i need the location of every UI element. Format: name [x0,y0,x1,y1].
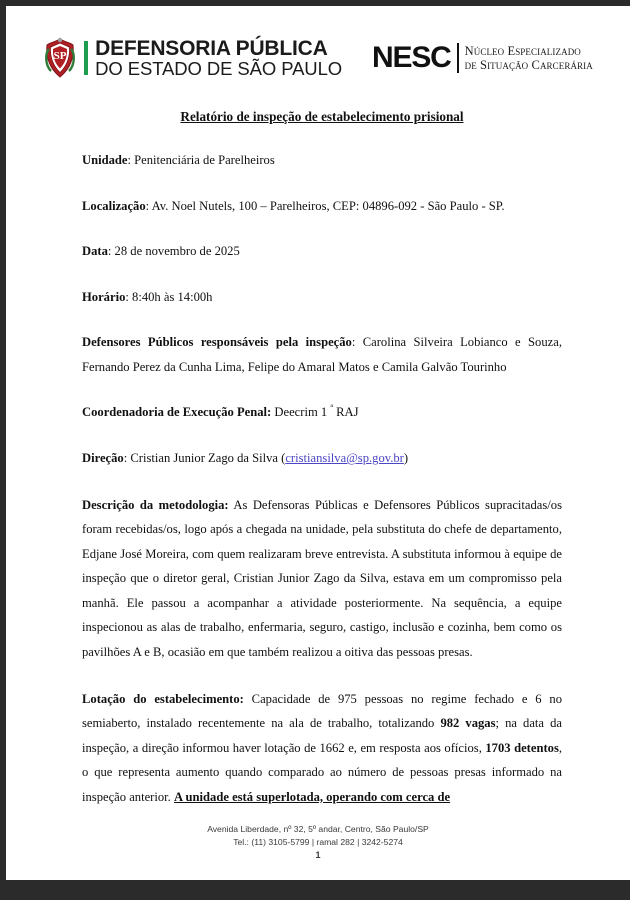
paragraph-lotacao [82,665,562,810]
field-data-value: 28 de novembro de 2025 [111,244,240,259]
lotacao-vagas-highlight: 982 vagas [440,716,496,731]
defensoria-line-2: DO ESTADO DE SÃO PAULO [95,57,343,79]
field-unidade-label: Unidade [82,153,128,168]
nesc-tagline [465,44,593,72]
sao-paulo-coat-of-arms-icon [43,37,77,79]
logo-divider-bar [84,41,88,75]
document-header [6,6,630,79]
field-defensores-separator: : [351,335,356,350]
field-localizacao [82,173,562,219]
footer-page-number: 1 [315,849,321,860]
metodologia-label: Descrição da metodologia: [82,497,229,512]
document-title: Relatório de inspeção de estabelecimento prisional [180,109,464,124]
defensoria-line-1: DEFENSORIA PÚBLICA [95,36,328,60]
lotacao-detentos-highlight: 1703 detentos [485,740,559,755]
nesc-wordmark: NESC [372,41,451,74]
field-unidade [82,127,562,173]
field-direcao-label: Direção [82,451,124,466]
field-defensores-label: Defensores Públicos responsáveis pela inspeção [82,335,352,350]
footer-address: Avenida Liberdade, nº 32, 5º andar, Centro, São Paulo/SP [207,824,429,835]
field-horario-label: Horário [82,289,126,304]
defensoria-publica-wordmark [95,38,342,79]
field-defensores-responsaveis [82,309,562,379]
nesc-tagline-line-2: de Situação Carcerária [464,58,593,72]
defensoria-publica-logo [43,37,342,79]
field-localizacao-separator: : [145,198,150,213]
field-direcao-value-pre: Cristian Junior Zago da Silva ( [127,451,286,466]
field-coordenadoria-value-pre: Deecrim 1 [271,405,331,420]
lotacao-segment-1: Capacidade de 975 pessoas no regime fechado e 6 no semiaberto, instalado recentemente na ala de trabalho, totalizando [82,691,562,731]
field-horario-separator: : [125,289,129,304]
document-footer [6,823,630,862]
field-coordenadoria [82,379,562,425]
metodologia-text: As Defensoras Públicas e Defensores Públicos supracitadas/os foram recebidas/os, logo após a chegada na unidade, pela substituta do chefe de departamento, Edjane José Moreira, com quem realizaram breve entrevista. A substituta informou à equipe de inspeção que o diretor geral, Cristian Junior Zago da Silva, estava em um compromisso pela manhã. Ele passou a acompanhar a atividade posteriormente. Na sequência, a equipe inspecionou as alas de trabalho, enfermaria, seguro, castigo, inclusão e cozinha, bem como os pavilhões A e B, ocasião em que também realizou a oitiva das pessoas presas. [82,497,562,659]
field-unidade-separator: : [127,153,131,168]
field-horario-value: 8:40h às 14:00h [128,289,213,304]
field-data-label: Data [82,244,108,259]
field-direcao-separator: : [123,451,128,466]
field-direcao [82,425,562,471]
field-data [82,218,562,264]
field-coordenadoria-value-post: RAJ [332,405,359,420]
document-page [6,6,630,880]
nesc-divider-rule [457,43,459,73]
director-email-link[interactable]: cristiansilva@sp.gov.br [285,451,404,466]
field-data-separator: : [107,244,112,259]
lotacao-segment-2: ; na data da inspeção, a direção informou haver lotação de 1662 e, em resposta aos ofícios, [82,716,562,755]
field-localizacao-label: Localização [82,198,146,213]
svg-text:SP: SP [53,50,67,62]
field-coordenadoria-ordinal: ª [330,404,333,415]
field-defensores-value: Carolina Silveira Lobianco e Souza, Fernando Perez da Cunha Lima, Felipe do Amaral Matos e Camila Galvão Tourinho [82,335,562,374]
field-unidade-value: Penitenciária de Parelheiros [131,153,275,168]
footer-phone: Tel.: (11) 3105-5799 | ramal 282 | 3242-5274 [233,836,403,847]
field-localizacao-value: Av. Noel Nutels, 100 – Parelheiros, CEP: 04896-092 - São Paulo - SP. [149,198,505,213]
document-body [82,106,562,809]
field-horario [82,264,562,310]
nesc-logo [372,43,593,73]
field-coordenadoria-label: Coordenadoria de Execução Penal: [82,405,272,420]
lotacao-segment-3: , o que representa aumento quando comparado ao número de pessoas presas informado na inspeção anterior. [82,740,563,804]
field-direcao-value-post: ) [403,451,409,466]
nesc-tagline-line-1: Núcleo Especializado [464,44,581,58]
paragraph-metodologia [82,471,562,665]
lotacao-label: Lotação do estabelecimento: [82,691,244,706]
lotacao-superlotacao-statement: A unidade está superlotada, operando com cerca de [173,789,451,804]
